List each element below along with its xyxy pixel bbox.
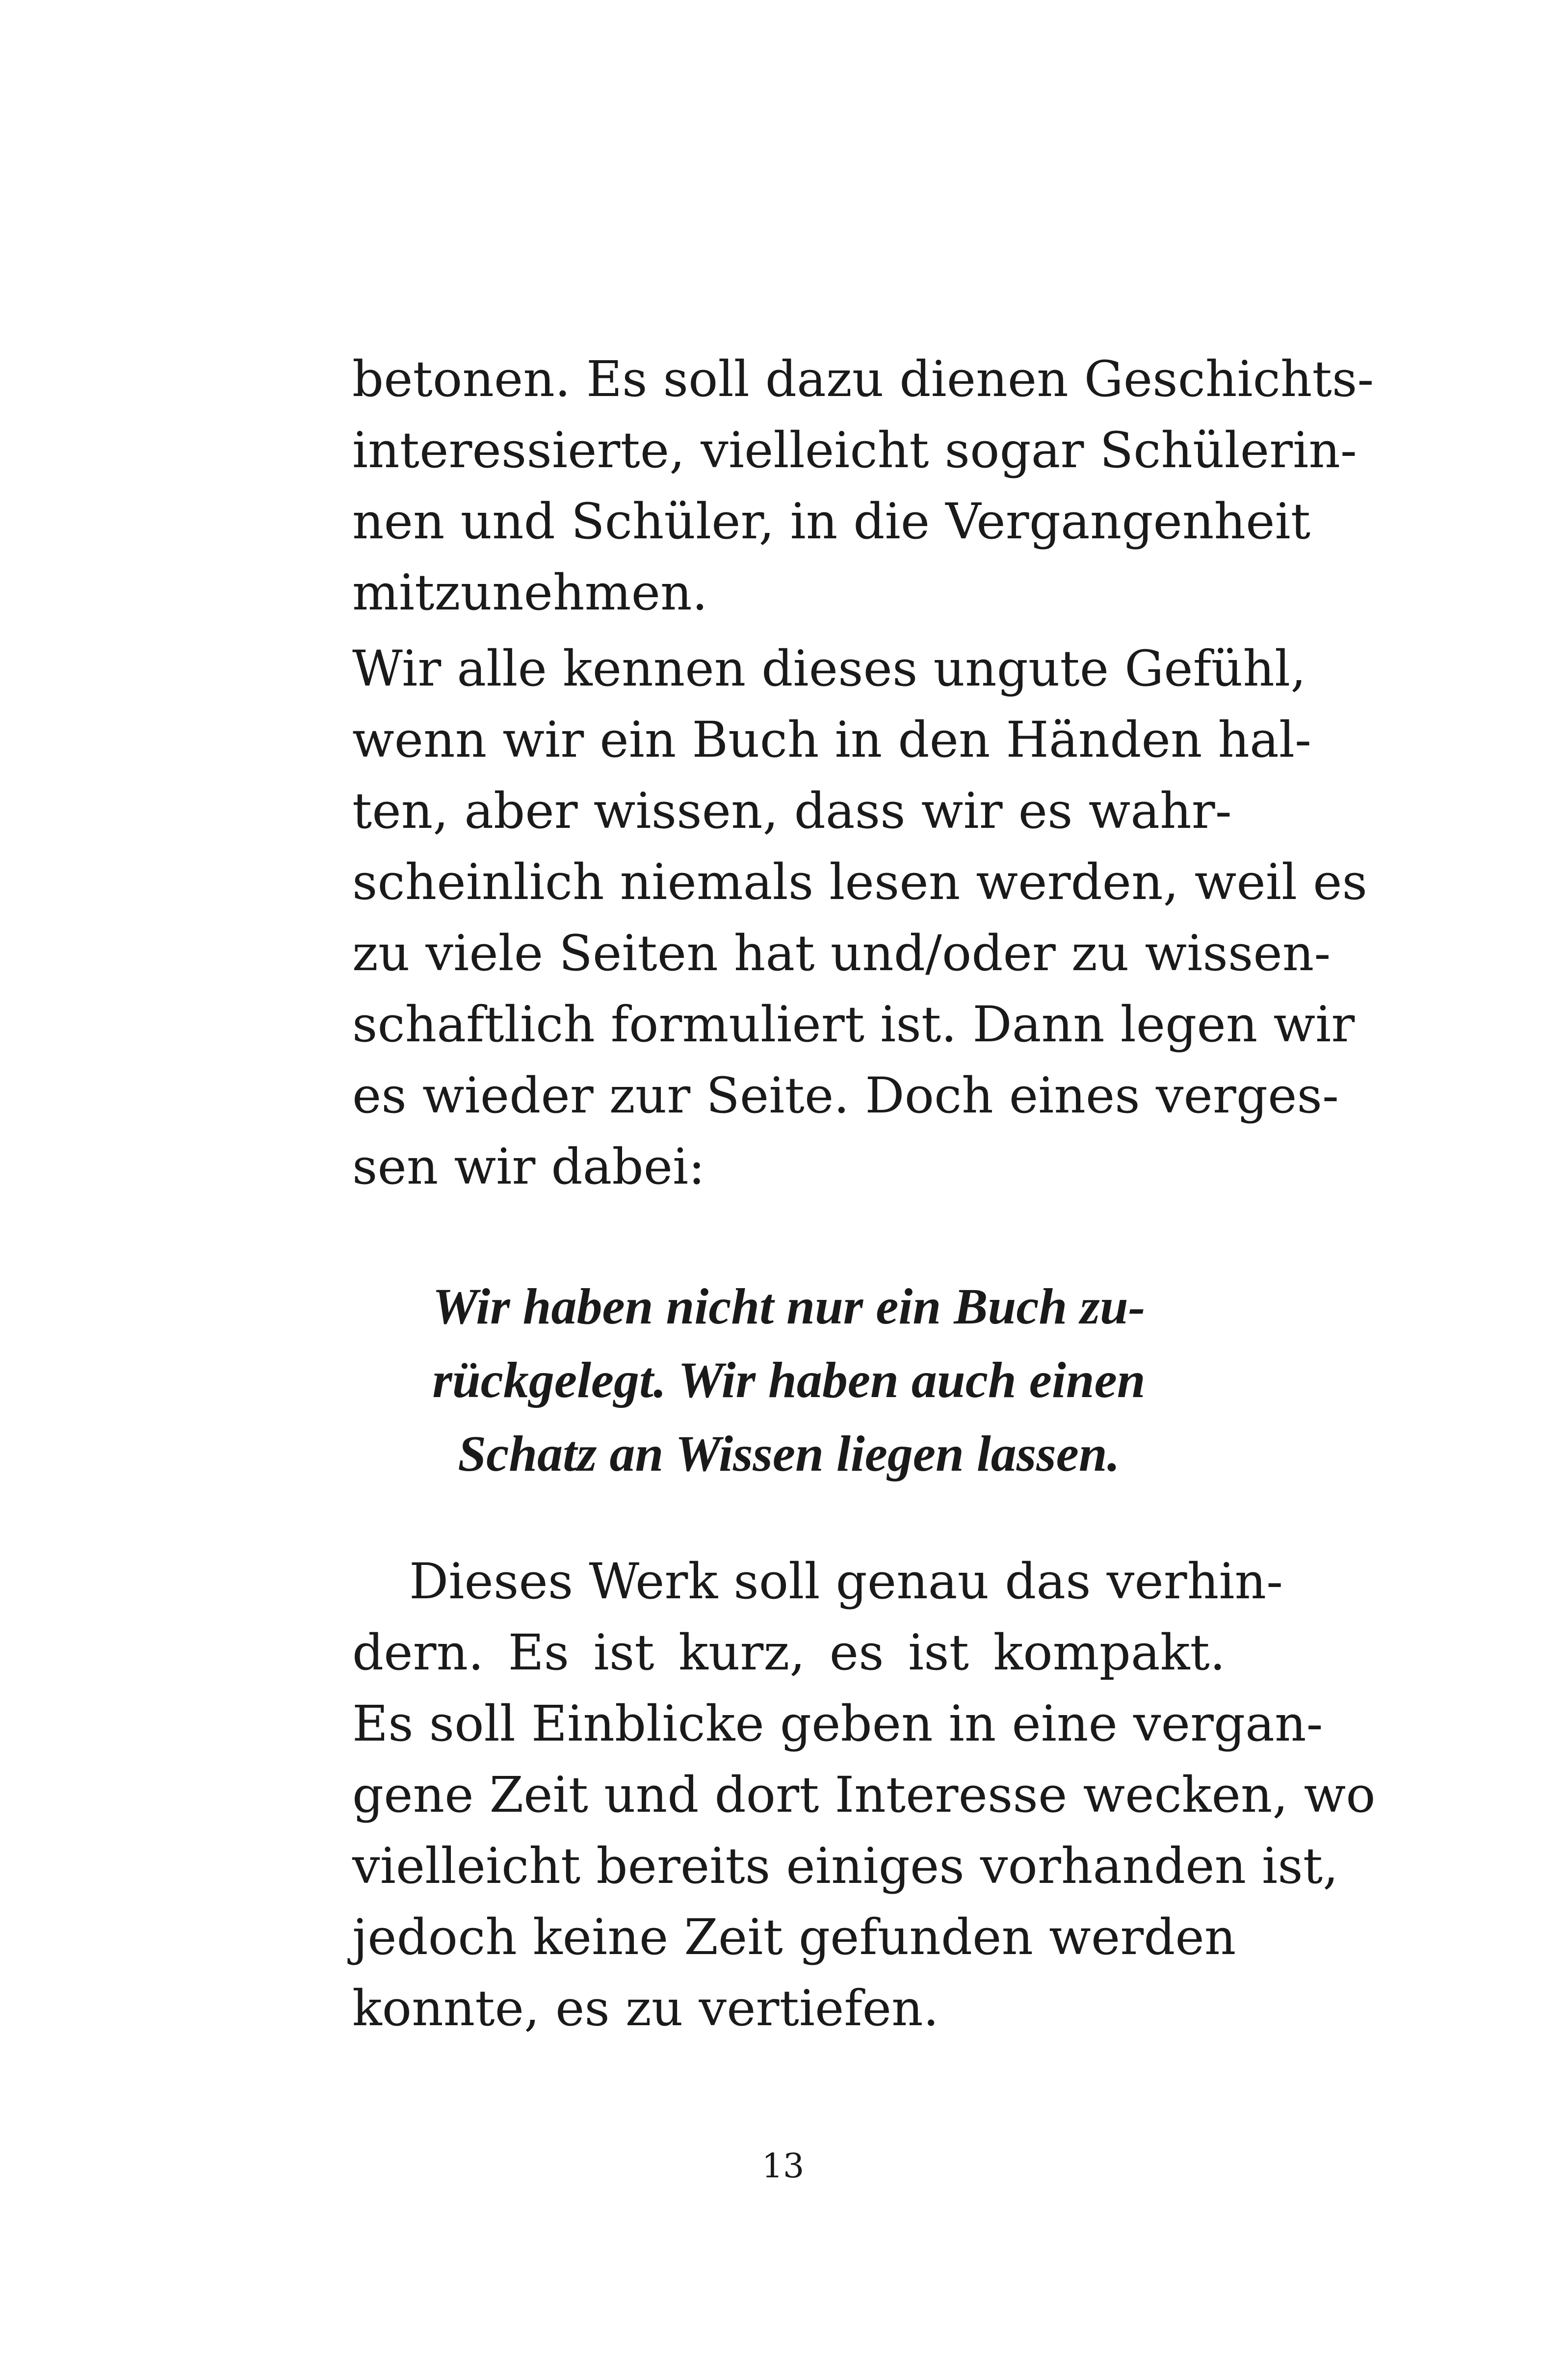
paragraph-3-line: gene Zeit und dort Interesse wecken, wo [352,1766,1376,1824]
paragraph-2-line: ten, aber wissen, dass wir es wahr- [352,782,1232,840]
paragraph-2-line: sen wir dabei: [352,1138,705,1195]
paragraph-1-line: nen und Schüler, in die Vergangenheit [352,493,1311,550]
paragraph-2-line: Wir alle kennen dieses ungute Gefühl, [352,640,1306,697]
paragraph-1-line: mitzunehmen. [352,564,708,621]
paragraph-3-line: jedoch keine Zeit gefunden werden [352,1908,1236,1966]
quote-line: rückgelegt. Wir haben auch einen [432,1352,1146,1408]
paragraph-2-line: scheinlich niemals lesen werden, weil es [352,853,1368,911]
paragraph-2-line: wenn wir ein Buch in den Händen hal- [352,711,1312,768]
paragraph-2-line: schaftlich formuliert ist. Dann legen wir [352,996,1355,1053]
quote-line: Schatz an Wissen liegen lassen. [458,1426,1120,1482]
paragraph-3-line: Dieses Werk soll genau das verhin- [409,1553,1283,1610]
quote-line: Wir haben nicht nur ein Buch zu- [432,1278,1146,1335]
paragraph-3-line: dern. Es ist kurz, es ist kompakt. [352,1624,1226,1681]
paragraph-2-line: zu viele Seiten hat und/oder zu wissen- [352,925,1331,982]
paragraph-1-line: betonen. Es soll dazu dienen Geschichts- [352,350,1374,408]
paragraph-3-line: konnte, es zu vertiefen. [352,1980,939,2037]
page-number: 13 [761,2147,805,2186]
paragraph-1-line: interessierte, vielleicht sogar Schülerin- [352,422,1357,479]
paragraph-3-line: vielleicht bereits einiges vorhanden ist, [352,1837,1339,1895]
paragraph-3-line: Es soll Einblicke geben in eine vergan- [352,1695,1323,1752]
paragraph-2-line: es wieder zur Seite. Doch eines verges- [352,1067,1339,1124]
